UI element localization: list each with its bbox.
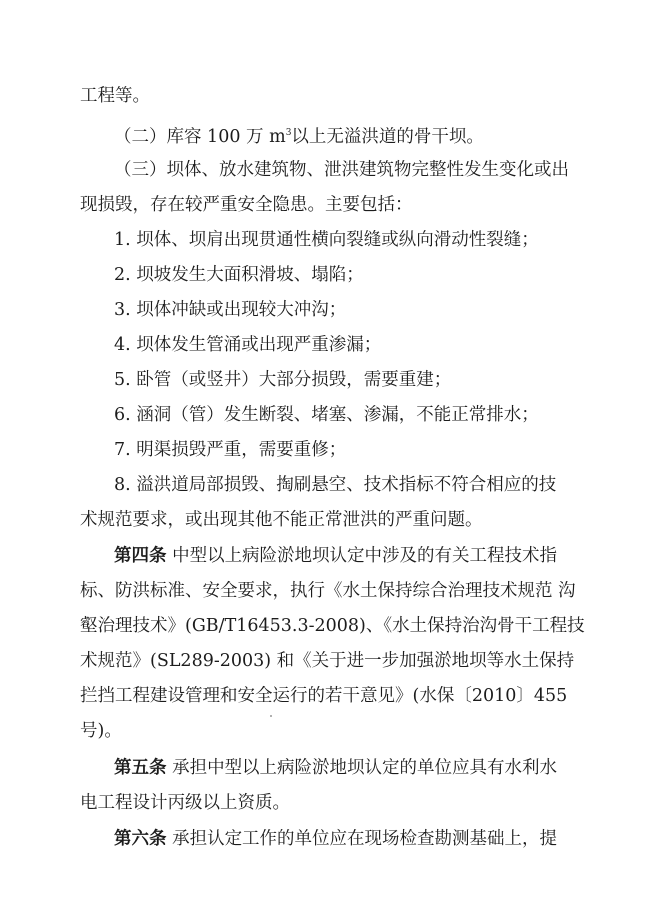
text-line: 现损毁，存在较严重安全隐患。主要包括： — [80, 195, 413, 215]
list-item: 6. 涵洞（管）发生断裂、堵塞、渗漏，不能正常排水； — [114, 405, 539, 425]
list-item: 4. 坝体发生管涌或出现严重渗漏； — [114, 335, 382, 355]
list-item: 1. 坝体、坝肩出现贯通性横向裂缝或纵向滑动性裂缝； — [114, 230, 539, 250]
list-item: 3. 坝体冲缺或出现较大冲沟； — [114, 300, 347, 320]
article-line: 第六条 承担认定工作的单位应在现场检查勘测基础上，提 — [114, 829, 558, 849]
article-line: 第四条 中型以上病险淤地坝认定中涉及的有关工程技术指 — [114, 546, 558, 566]
text-line: （三）坝体、放水建筑物、泄洪建筑物完整性发生变化或出 — [114, 160, 569, 180]
text-line: 标、防洪标准、安全要求，执行《水土保持综合治理技术规范 沟 — [80, 581, 576, 601]
text-line: 电工程设计丙级以上资质。 — [80, 793, 290, 813]
text-line: 拦挡工程建设管理和安全运行的若干意见》(水保〔2010〕455 — [80, 686, 568, 706]
text-line: 术规范》(SL289-2003) 和《关于进一步加强淤地坝等水土保持 — [80, 651, 575, 671]
text-line: 号)。 — [80, 721, 122, 741]
article-heading: 第五条 — [114, 758, 167, 778]
text-line: （二）库容 100 万 $m^3$以上无溢洪道的骨干坝。 — [114, 127, 484, 147]
text-line: 术规范要求，或出现其他不能正常泄洪的严重问题。 — [80, 510, 483, 530]
article-heading: 第四条 — [114, 546, 167, 566]
text-line: 工程等。 — [80, 86, 150, 106]
superscript: 3 — [285, 128, 292, 138]
text-line: 壑治理技术》(GB/T16453.3-2008)、《水土保持治沟骨干工程技 — [80, 616, 585, 636]
scan-speck — [270, 715, 272, 717]
list-item: 2. 坝坡发生大面积滑坡、塌陷； — [114, 265, 364, 285]
list-item: 7. 明渠损毁严重，需要重修； — [114, 440, 347, 460]
list-item: 8. 溢洪道局部损毁、掏刷悬空、技术指标不符合相应的技 — [114, 475, 557, 495]
list-item: 5. 卧管（或竖井）大部分损毁，需要重建； — [114, 370, 452, 390]
article-heading: 第六条 — [114, 829, 167, 849]
article-line: 第五条 承担中型以上病险淤地坝认定的单位应具有水利水 — [114, 758, 558, 778]
